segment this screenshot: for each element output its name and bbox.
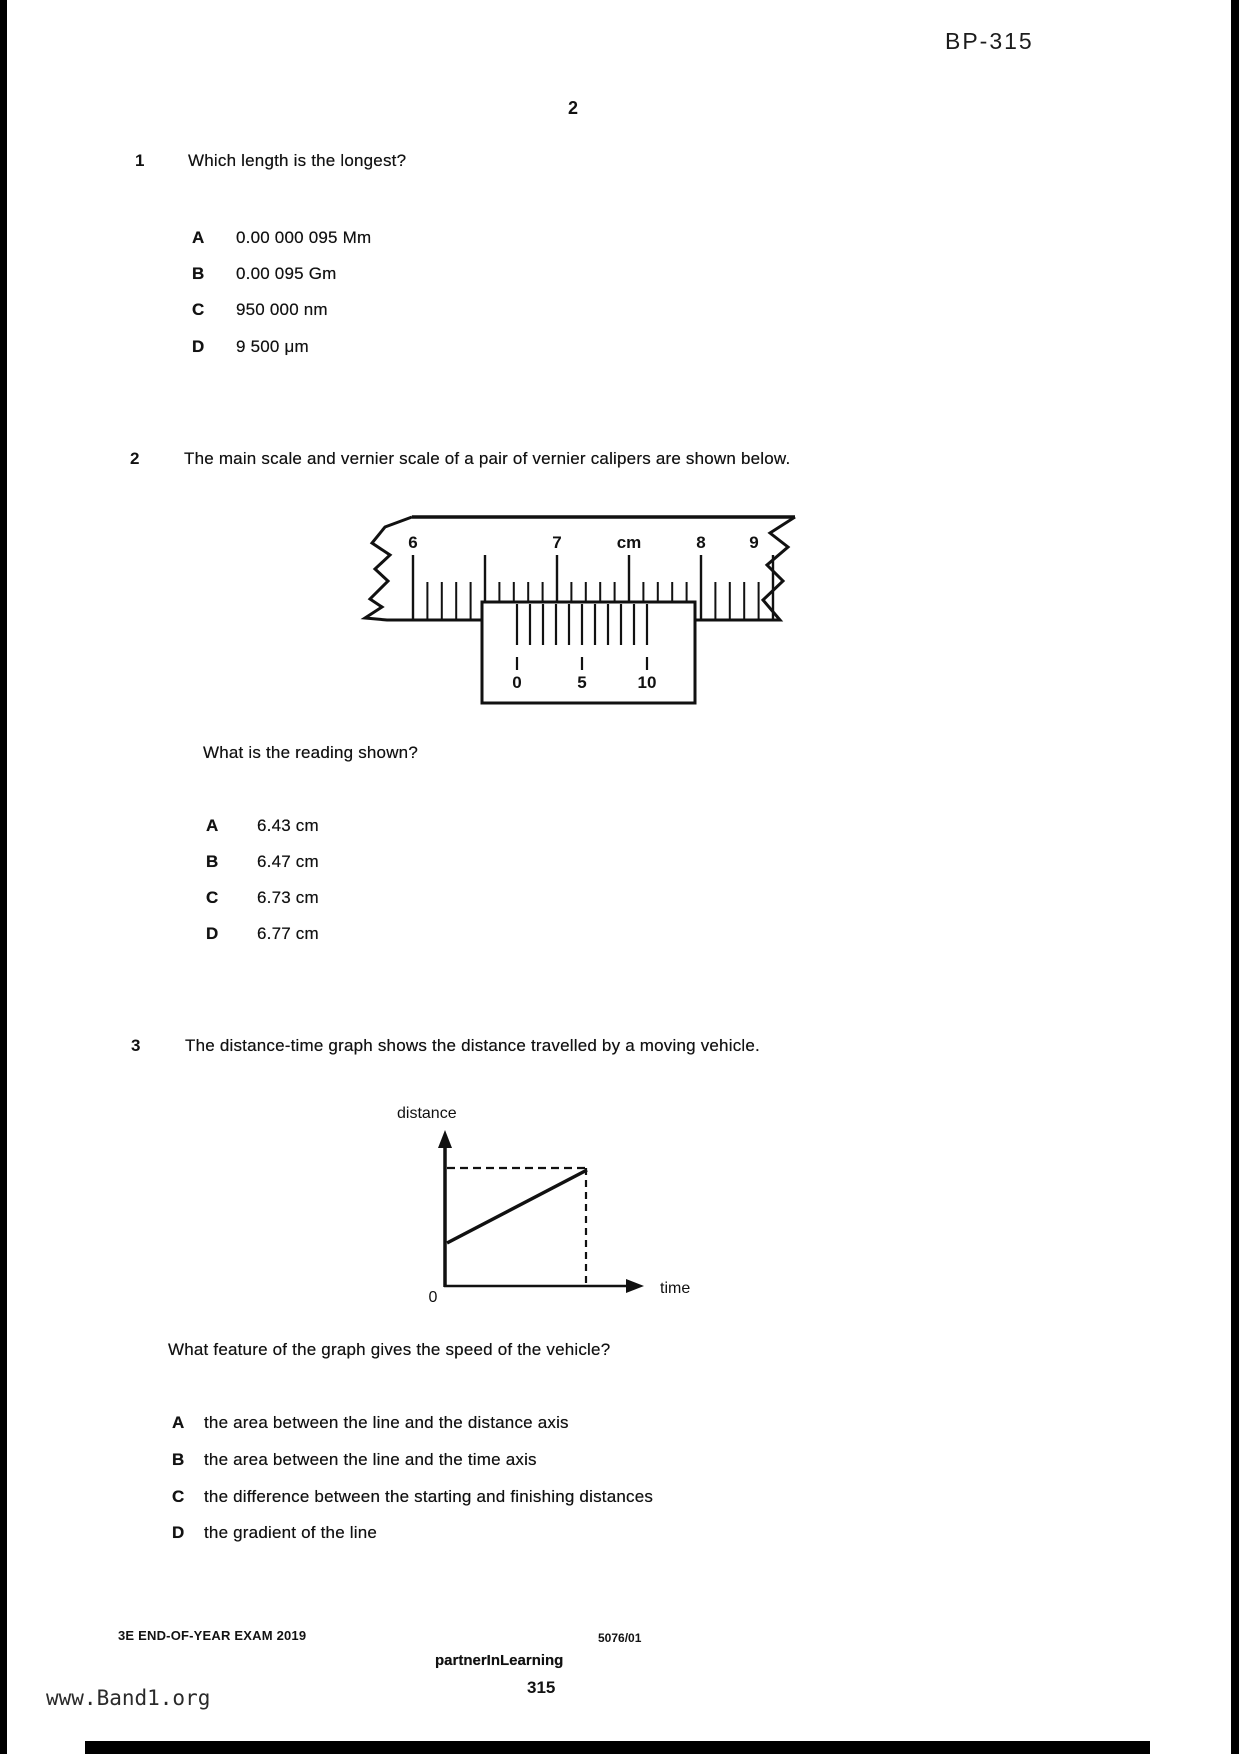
x-axis-arrow bbox=[626, 1279, 644, 1293]
q1-option-c-letter: C bbox=[192, 300, 205, 319]
q2-option-c-value: 6.73 cm bbox=[257, 888, 319, 907]
footer-website: www.Band1.org bbox=[46, 1686, 211, 1710]
footer-page-code: 315 bbox=[527, 1678, 556, 1697]
scan-edge-left bbox=[0, 0, 7, 1754]
main-scale-label-6: 6 bbox=[408, 533, 418, 552]
q3-option-a-value: the area between the line and the distance axis bbox=[204, 1413, 569, 1432]
q2-option-b-letter: B bbox=[206, 852, 219, 871]
vernier-calipers-diagram bbox=[330, 505, 810, 715]
footer-watermark: partnerInLearning bbox=[435, 1652, 564, 1669]
q1-option-a-value: 0.00 000 095 Mm bbox=[236, 228, 372, 247]
vernier-label-5: 5 bbox=[577, 673, 587, 692]
page-number: 2 bbox=[568, 98, 579, 118]
q3-option-a-letter: A bbox=[172, 1413, 185, 1432]
q3-option-d-value: the gradient of the line bbox=[204, 1523, 378, 1542]
main-scale-label-cm: cm bbox=[616, 533, 642, 552]
y-axis-label: distance bbox=[397, 1105, 457, 1122]
q1-option-d-value: 9 500 μm bbox=[236, 337, 309, 356]
q2-text: The main scale and vernier scale of a pair of vernier calipers are shown below. bbox=[184, 449, 791, 468]
main-scale-label-8: 8 bbox=[696, 533, 706, 552]
q2-option-b-value: 6.47 cm bbox=[257, 852, 319, 871]
y-axis-arrow bbox=[438, 1130, 452, 1148]
q1-option-b-value: 0.00 095 Gm bbox=[236, 264, 337, 283]
q2-prompt: What is the reading shown? bbox=[203, 743, 418, 762]
q1-option-d-letter: D bbox=[192, 337, 205, 356]
q1-option-b-letter: B bbox=[192, 264, 205, 283]
q1-number: 1 bbox=[135, 151, 145, 170]
vernier-label-0: 0 bbox=[512, 673, 522, 692]
footer-exam-line: 3E END-OF-YEAR EXAM 2019 bbox=[118, 1628, 307, 1643]
q3-number: 3 bbox=[131, 1036, 141, 1055]
main-scale-label-9: 9 bbox=[749, 533, 759, 552]
vernier-label-10: 10 bbox=[637, 673, 657, 692]
ruler-left-zigzag bbox=[365, 517, 482, 620]
scan-edge-right bbox=[1231, 0, 1239, 1754]
q3-option-c-letter: C bbox=[172, 1487, 185, 1506]
q1-option-c-value: 950 000 nm bbox=[236, 300, 328, 319]
x-axis-label: time bbox=[660, 1280, 691, 1297]
footer-paper-code: 5076/01 bbox=[598, 1631, 642, 1645]
q3-text: The distance-time graph shows the distance travelled by a moving vehicle. bbox=[185, 1036, 760, 1055]
q2-option-d-value: 6.77 cm bbox=[257, 924, 319, 943]
q2-number: 2 bbox=[130, 449, 140, 468]
main-scale-label-7: 7 bbox=[552, 533, 562, 552]
q1-option-a-letter: A bbox=[192, 228, 205, 247]
q3-option-b-letter: B bbox=[172, 1450, 185, 1469]
origin-label: 0 bbox=[428, 1289, 438, 1306]
q2-option-d-letter: D bbox=[206, 924, 219, 943]
distance-line bbox=[447, 1170, 587, 1243]
distance-time-graph bbox=[330, 1080, 730, 1330]
q3-prompt: What feature of the graph gives the speed of the vehicle? bbox=[168, 1340, 611, 1359]
q2-option-a-letter: A bbox=[206, 816, 219, 835]
q3-option-d-letter: D bbox=[172, 1523, 185, 1542]
q1-text: Which length is the longest? bbox=[188, 151, 407, 170]
q2-option-c-letter: C bbox=[206, 888, 219, 907]
doc-code: BP-315 bbox=[945, 28, 1034, 54]
scan-edge-bottom bbox=[85, 1741, 1150, 1754]
q3-option-c-value: the difference between the starting and finishing distances bbox=[204, 1487, 654, 1506]
q3-option-b-value: the area between the line and the time axis bbox=[204, 1450, 537, 1469]
q2-option-a-value: 6.43 cm bbox=[257, 816, 319, 835]
